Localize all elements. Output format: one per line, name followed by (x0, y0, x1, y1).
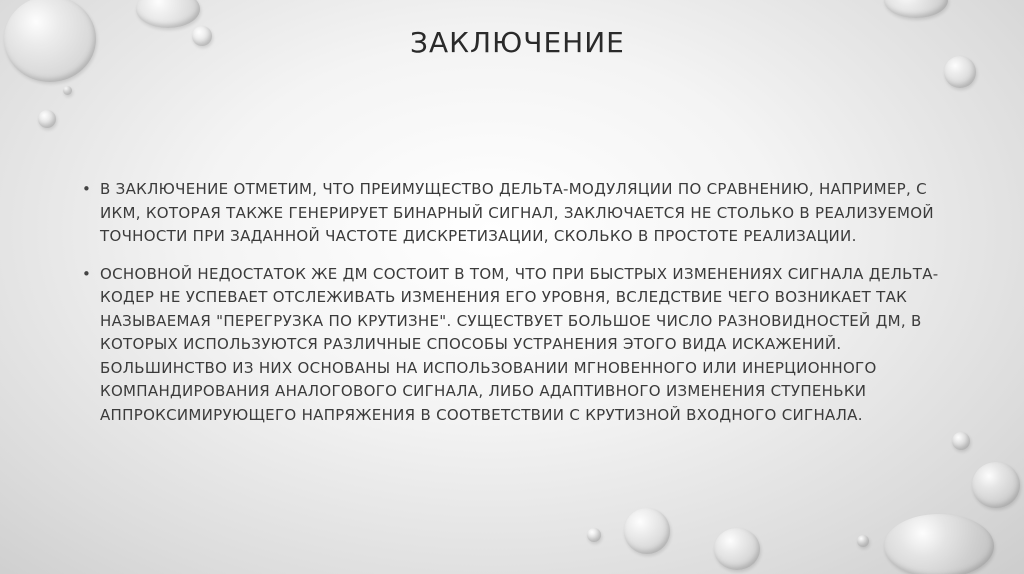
water-drop-decoration (944, 56, 976, 88)
bullet-item (82, 263, 962, 428)
bullet-item (82, 178, 962, 249)
water-drop-decoration (884, 514, 994, 574)
bullet-marker: • (82, 264, 92, 283)
water-drop-decoration (136, 0, 200, 28)
bullet-text: В ЗАКЛЮЧЕНИЕ ОТМЕТИМ, ЧТО ПРЕИМУЩЕСТВО ДЕЛЬТА-МОДУЛЯЦИИ ПО СРАВНЕНИЮ, НАПРИМЕР, С ИКМ, КОТОРАЯ ТАКЖЕ ГЕНЕРИРУЕТ БИНАРНЫЙ СИГНАЛ, ЗАКЛЮЧАЕТСЯ НЕ СТОЛЬКО В РЕАЛИЗУЕМОЙ ТОЧНОСТИ ПРИ ЗАДАННОЙ ЧАСТОТЕ ДИСКРЕТИЗАЦИИ, СКОЛЬКО В ПРОСТОТЕ РЕАЛИЗАЦИИ. (100, 180, 934, 245)
water-drop-decoration (4, 0, 96, 82)
water-drop-decoration (192, 26, 212, 46)
bullet-marker: • (82, 180, 92, 198)
bullet-list (82, 178, 962, 441)
water-drop-decoration (38, 110, 56, 128)
water-drop-decoration (624, 508, 670, 554)
water-drop-decoration (884, 0, 948, 18)
bullet-text: ОСНОВНОЙ НЕДОСТАТОК ЖЕ ДМ СОСТОИТ В ТОМ, ЧТО ПРИ БЫСТРЫХ ИЗМЕНЕНИЯХ СИГНАЛА ДЕЛЬТА-КОДЕР НЕ УСПЕВАЕТ ОТСЛЕЖИВАТЬ ИЗМЕНЕНИЯ ЕГО УРОВНЯ, ВСЛЕДСТВИЕ ЧЕГО ВОЗНИКАЕТ ТАК НАЗЫВАЕМАЯ "ПЕРЕГРУЗКА ПО КРУТИЗНЕ". СУЩЕСТВУЕТ БОЛЬШОЕ ЧИСЛО РАЗНОВИДНОСТЕЙ ДМ, В КОТОРЫХ ИСПОЛЬЗУЮТСЯ РАЗЛИЧНЫЕ СПОСОБЫ УСТРАНЕНИЯ ЭТОГО ВИДА ИСКАЖЕНИЙ. БОЛЬШИНСТВО ИЗ НИХ ОСНОВАНЫ НА ИСПОЛЬЗОВАНИИ МГНОВЕННОГО ИЛИ ИНЕРЦИОННОГО КОМПАНДИРОВАНИЯ АНАЛОГОВОГО СИГНАЛА, ЛИБО АДАПТИВНОГО ИЗМЕНЕНИЯ СТУПЕНЬКИ АППРОКСИМИРУЮЩЕГО НАПРЯЖЕНИЯ В СООТВЕТСТВИИ С КРУТИЗНОЙ ВХОДНОГО СИГНАЛА. (100, 264, 939, 424)
water-drop-decoration (587, 528, 601, 542)
water-drop-decoration (714, 528, 760, 570)
slide-title: ЗАКЛЮЧЕНИЕ (410, 26, 625, 59)
water-drop-decoration (857, 535, 869, 547)
water-drop-decoration (63, 86, 72, 95)
water-drop-decoration (972, 462, 1020, 508)
